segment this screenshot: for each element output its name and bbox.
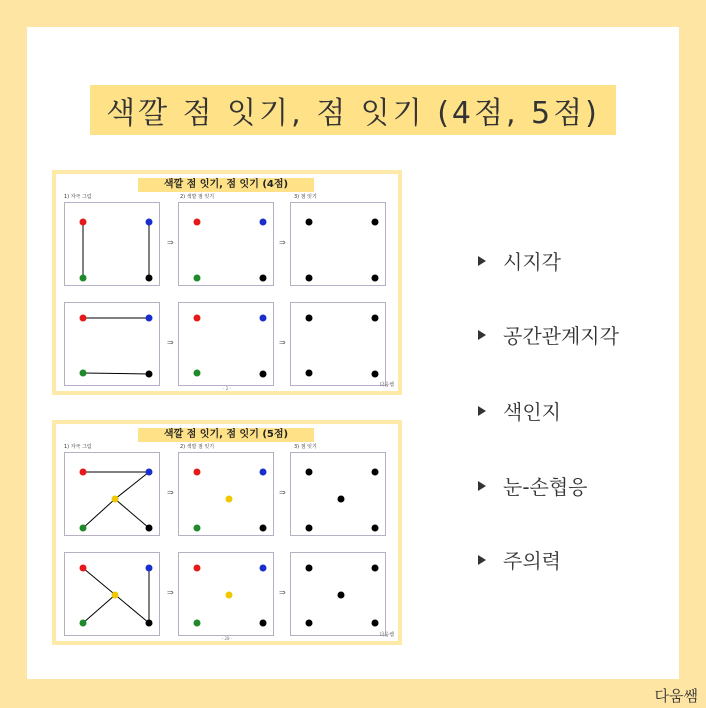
black-dots-box [290,452,386,536]
list-item [478,320,619,349]
blue-dot [146,565,153,572]
red-dot [80,315,87,322]
black-dots-drawing [291,553,387,637]
black-dots-box [290,302,386,386]
page-number: - 2 - [223,386,231,391]
color-dots-box [178,202,274,286]
black-dot [306,469,313,476]
red-dot [80,219,87,226]
blue-dot [146,315,153,322]
list-item-label: 시지각 [503,250,561,274]
color-dots-box [178,302,274,386]
black-dot [372,565,379,572]
green-dot [194,525,201,532]
black-dot [306,275,313,282]
column-label-color-dots: 2) 색깔 점 잇기 [180,194,215,200]
brand-label: 다움쌤 [654,687,698,705]
red-dot [194,469,201,476]
black-dot [260,275,267,282]
blue-dot [146,219,153,226]
stimulus-drawing [65,303,161,387]
black-dots-drawing [291,303,387,387]
stimulus-box [64,202,160,286]
worksheet-page [56,424,398,641]
black-dot [146,371,153,378]
black-dots-drawing [291,453,387,537]
worksheet-title: 색깔 점 잇기, 점 잇기 (5점) [138,428,314,442]
black-dot [372,620,379,627]
list-item [478,545,561,574]
black-dot [372,371,379,378]
column-label-stimulus: 1) 자극 그림 [64,194,92,200]
triangle-bullet-icon [478,406,486,416]
black-dot [306,219,313,226]
color-dots-box [178,452,274,536]
yellow-dot [226,496,233,503]
red-dot [194,565,201,572]
arrow-right-icon: ⇒ [167,488,174,497]
color-dots-drawing [179,453,275,537]
green-dot [194,620,201,627]
arrow-right-icon: ⇒ [167,338,174,347]
worksheet-brand: 다움쌤 [379,382,394,388]
worksheet-preview-4-dots [52,170,402,395]
worksheet-brand: 다움쌤 [379,632,394,638]
column-label-stimulus: 1) 자극 그림 [64,444,92,450]
arrow-right-icon: ⇒ [279,338,286,347]
black-dot [306,565,313,572]
black-dot [146,620,153,627]
arrow-right-icon: ⇒ [167,588,174,597]
stimulus-box [64,452,160,536]
black-dot [338,592,345,599]
green-dot [80,275,87,282]
black-dots-box [290,202,386,286]
black-dot [372,315,379,322]
triangle-bullet-icon [478,256,486,266]
blue-dot [260,315,267,322]
yellow-dot [112,496,119,503]
color-dots-drawing [179,203,275,287]
color-dots-box [178,552,274,636]
triangle-bullet-icon [478,481,486,491]
list-item [478,246,561,275]
black-dot [372,469,379,476]
green-dot [80,620,87,627]
black-dot [372,525,379,532]
black-dot [146,275,153,282]
black-dots-box [290,552,386,636]
black-dot [306,620,313,627]
arrow-right-icon: ⇒ [279,488,286,497]
arrow-right-icon: ⇒ [167,238,174,247]
green-dot [194,275,201,282]
stimulus-drawing [65,553,161,637]
arrow-right-icon: ⇒ [279,588,286,597]
blue-dot [260,219,267,226]
column-label-dots: 3) 점 잇기 [294,194,317,200]
worksheet-preview-5-dots [52,420,402,645]
stimulus-box [64,552,160,636]
list-item [478,471,588,500]
blue-dot [260,469,267,476]
black-dot [146,525,153,532]
list-item-label: 공간관계지각 [503,324,619,348]
black-dot [372,275,379,282]
arrow-right-icon: ⇒ [279,238,286,247]
black-dot [260,525,267,532]
triangle-bullet-icon [478,555,486,565]
red-dot [80,469,87,476]
black-dot [372,219,379,226]
black-dot [260,620,267,627]
green-dot [194,370,201,377]
black-dot [306,370,313,377]
stimulus-drawing [65,203,161,287]
color-dots-drawing [179,553,275,637]
list-item-label: 눈-손협응 [503,475,588,499]
list-item-label: 주의력 [503,549,561,573]
page-number: - 28 - [221,636,233,641]
blue-dot [260,565,267,572]
black-dot [306,315,313,322]
worksheet-page [56,174,398,391]
worksheet-title: 색깔 점 잇기, 점 잇기 (4점) [138,178,314,192]
blue-dot [146,469,153,476]
yellow-dot [112,592,119,599]
stimulus-drawing [65,453,161,537]
column-label-dots: 3) 점 잇기 [294,444,317,450]
green-dot [80,370,87,377]
color-dots-drawing [179,303,275,387]
red-dot [194,219,201,226]
list-item-label: 색인지 [503,400,561,424]
black-dots-drawing [291,203,387,287]
triangle-bullet-icon [478,330,486,340]
yellow-dot [226,592,233,599]
list-item [478,396,561,425]
stimulus-box [64,302,160,386]
green-dot [80,525,87,532]
black-dot [260,371,267,378]
black-dot [338,496,345,503]
column-label-color-dots: 2) 색깔 점 잇기 [180,444,215,450]
red-dot [194,315,201,322]
red-dot [80,565,87,572]
black-dot [306,525,313,532]
page-title: 색깔 점 잇기, 점 잇기 (4점, 5점) [90,85,616,135]
